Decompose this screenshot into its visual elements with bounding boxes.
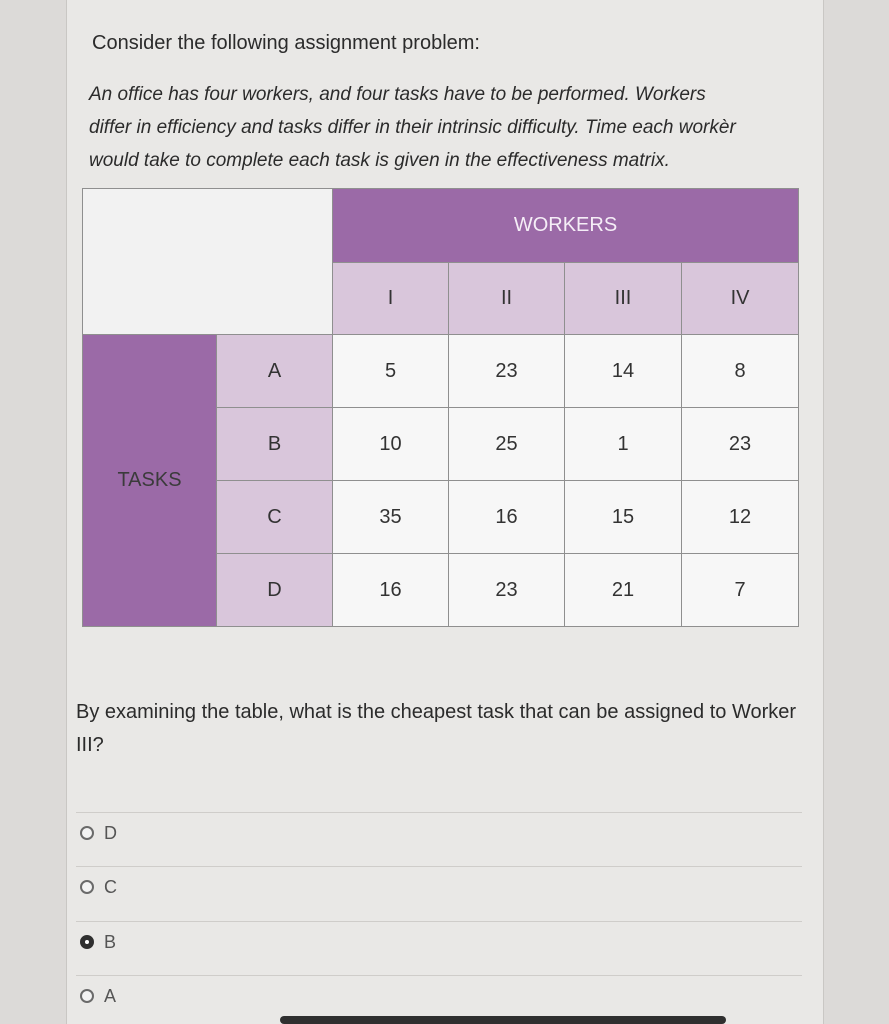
- cell-b-i: 10: [333, 408, 449, 481]
- row-header-b: B: [217, 408, 333, 481]
- cell-d-iii: 21: [565, 554, 682, 627]
- row-header-c: C: [217, 481, 333, 554]
- cell-a-iii: 14: [565, 335, 682, 408]
- column-header-iv: IV: [682, 263, 799, 335]
- home-indicator: [280, 1016, 726, 1024]
- question-text: By examining the table, what is the cheapest task that can be assigned to Worker III?: [76, 701, 797, 756]
- option-c[interactable]: [80, 874, 117, 900]
- row-header-a: A: [217, 335, 333, 408]
- effectiveness-matrix: [82, 188, 799, 627]
- divider: [76, 975, 802, 976]
- cell-a-i: 5: [333, 335, 449, 408]
- radio-b-selected[interactable]: [80, 935, 94, 949]
- option-b[interactable]: [80, 929, 116, 955]
- cell-c-ii: 16: [449, 481, 565, 554]
- radio-a[interactable]: [80, 989, 94, 1003]
- divider: [76, 866, 802, 867]
- option-d[interactable]: [80, 820, 117, 846]
- option-label: D: [104, 822, 117, 843]
- tasks-header: TASKS: [83, 335, 217, 627]
- row-header-d: D: [217, 554, 333, 627]
- description-line: differ in efficiency and tasks differ in their intrinsic difficulty. Time each workèr: [89, 117, 736, 138]
- column-header-ii: II: [449, 263, 565, 335]
- cell-d-ii: 23: [449, 554, 565, 627]
- option-label: A: [104, 985, 117, 1006]
- radio-d[interactable]: [80, 826, 94, 840]
- cell-a-ii: 23: [449, 335, 565, 408]
- cell-d-iv: 7: [682, 554, 799, 627]
- matrix-corner: [83, 189, 333, 335]
- cell-c-iv: 12: [682, 481, 799, 554]
- column-header-iii: III: [565, 263, 682, 335]
- radio-c[interactable]: [80, 880, 94, 894]
- cell-c-iii: 15: [565, 481, 682, 554]
- cell-b-ii: 25: [449, 408, 565, 481]
- option-a[interactable]: [80, 983, 116, 1009]
- cell-b-iv: 23: [682, 408, 799, 481]
- divider: [76, 812, 802, 813]
- column-header-i: I: [333, 263, 449, 335]
- intro-text: Consider the following assignment problem:: [92, 32, 480, 54]
- description-line: would take to complete each task is given in the effectiveness matrix.: [89, 150, 670, 171]
- cell-d-i: 16: [333, 554, 449, 627]
- cell-b-iii: 1: [565, 408, 682, 481]
- workers-header: WORKERS: [333, 189, 799, 263]
- divider: [76, 921, 802, 922]
- cell-a-iv: 8: [682, 335, 799, 408]
- problem-description: [89, 78, 805, 177]
- option-label: B: [104, 931, 117, 952]
- description-line: An office has four workers, and four tasks have to be performed. Workers: [89, 84, 706, 105]
- option-label: C: [104, 876, 117, 897]
- cell-c-i: 35: [333, 481, 449, 554]
